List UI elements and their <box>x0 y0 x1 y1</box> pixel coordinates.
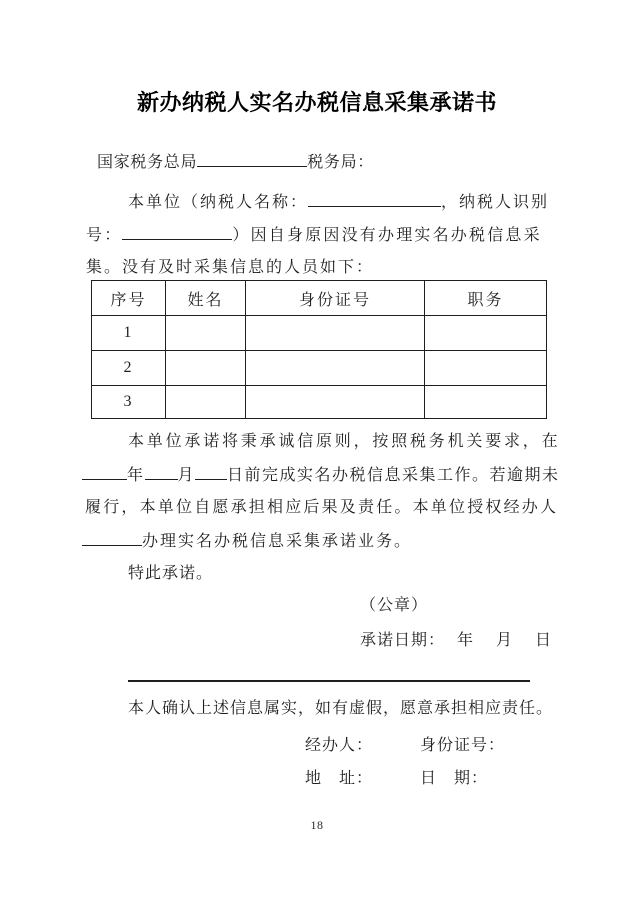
agent-id-label: 身份证号： <box>420 737 506 754</box>
intro-line-3: 集。没有及时采集信息的人员如下： <box>86 259 375 276</box>
agent-address-label: 地 址： <box>305 770 374 787</box>
blank-day <box>195 466 227 480</box>
cell-position <box>425 316 547 351</box>
agent-date-label: 日 期： <box>420 770 489 787</box>
salutation-suffix: 税务局： <box>307 154 375 171</box>
blank-year <box>82 466 127 480</box>
intro-line-2 <box>86 226 542 245</box>
blank-taxpayer-id <box>122 226 232 240</box>
cell-id-number <box>246 386 425 419</box>
salutation-line <box>97 153 374 172</box>
seal-note: （公章） <box>360 597 429 614</box>
cell-seq: 3 <box>92 386 166 419</box>
salutation-prefix: 国家税务总局 <box>97 154 198 171</box>
promise-line-4-rest: 办理实名办税信息采集承诺业务。 <box>142 533 413 550</box>
agent-confirm-line: 本人确认上述信息属实，如有虚假，愿意承担相应责任。 <box>128 700 554 717</box>
col-header-id-number: 身份证号 <box>246 281 425 316</box>
blank-month <box>145 466 178 480</box>
promise-line-2-rest: 日前完成实名办税信息采集工作。若逾期未 <box>227 467 560 484</box>
col-header-position: 职务 <box>425 281 547 316</box>
table-header-row <box>92 281 547 316</box>
promise-date-day: 日 <box>535 632 553 649</box>
col-header-seq: 序号 <box>92 281 166 316</box>
table-row <box>92 316 547 351</box>
blank-tax-bureau-name <box>197 153 307 167</box>
page-number: 18 <box>310 818 324 832</box>
agent-name-label: 经办人： <box>305 737 374 754</box>
personnel-table <box>91 280 547 419</box>
cell-seq: 2 <box>92 351 166 386</box>
intro-l1-pre: 本单位（纳税人名称： <box>128 194 309 211</box>
intro-line-1 <box>128 193 549 212</box>
promise-line-3: 履行，本单位自愿承担相应后果及责任。本单位授权经办人 <box>85 499 559 516</box>
intro-l2-post: ）因自身原因没有办理实名办税信息采 <box>232 227 542 244</box>
intro-l1-post: ，纳税人识别 <box>441 194 550 211</box>
cell-position <box>425 386 547 419</box>
blank-agent-name <box>82 532 142 546</box>
blank-taxpayer-name <box>308 193 441 207</box>
promise-date-month: 月 <box>496 632 514 649</box>
closing-line: 特此承诺。 <box>128 565 214 582</box>
col-header-name: 姓名 <box>166 281 246 316</box>
cell-name <box>166 351 246 386</box>
promise-line-2 <box>82 466 560 485</box>
cell-id-number <box>246 316 425 351</box>
cell-seq: 1 <box>92 316 166 351</box>
table-row <box>92 386 547 419</box>
cell-position <box>425 351 547 386</box>
promise-date-label: 承诺日期： <box>360 632 446 649</box>
cell-id-number <box>246 351 425 386</box>
table-row <box>92 351 547 386</box>
promise-line-1: 本单位承诺将秉承诚信原则，按照税务机关要求，在 <box>128 433 561 450</box>
promise-date-year: 年 <box>457 632 475 649</box>
cell-name <box>166 316 246 351</box>
promise-line-4 <box>82 532 412 551</box>
cell-name <box>166 386 246 419</box>
section-divider <box>128 680 530 682</box>
intro-l2-pre: 号： <box>86 227 123 244</box>
page-title: 新办纳税人实名办税信息采集承诺书 <box>136 90 497 115</box>
promise-year-label: 年 <box>127 467 145 484</box>
promise-date-line <box>360 632 552 650</box>
promise-month-label: 月 <box>177 467 196 484</box>
